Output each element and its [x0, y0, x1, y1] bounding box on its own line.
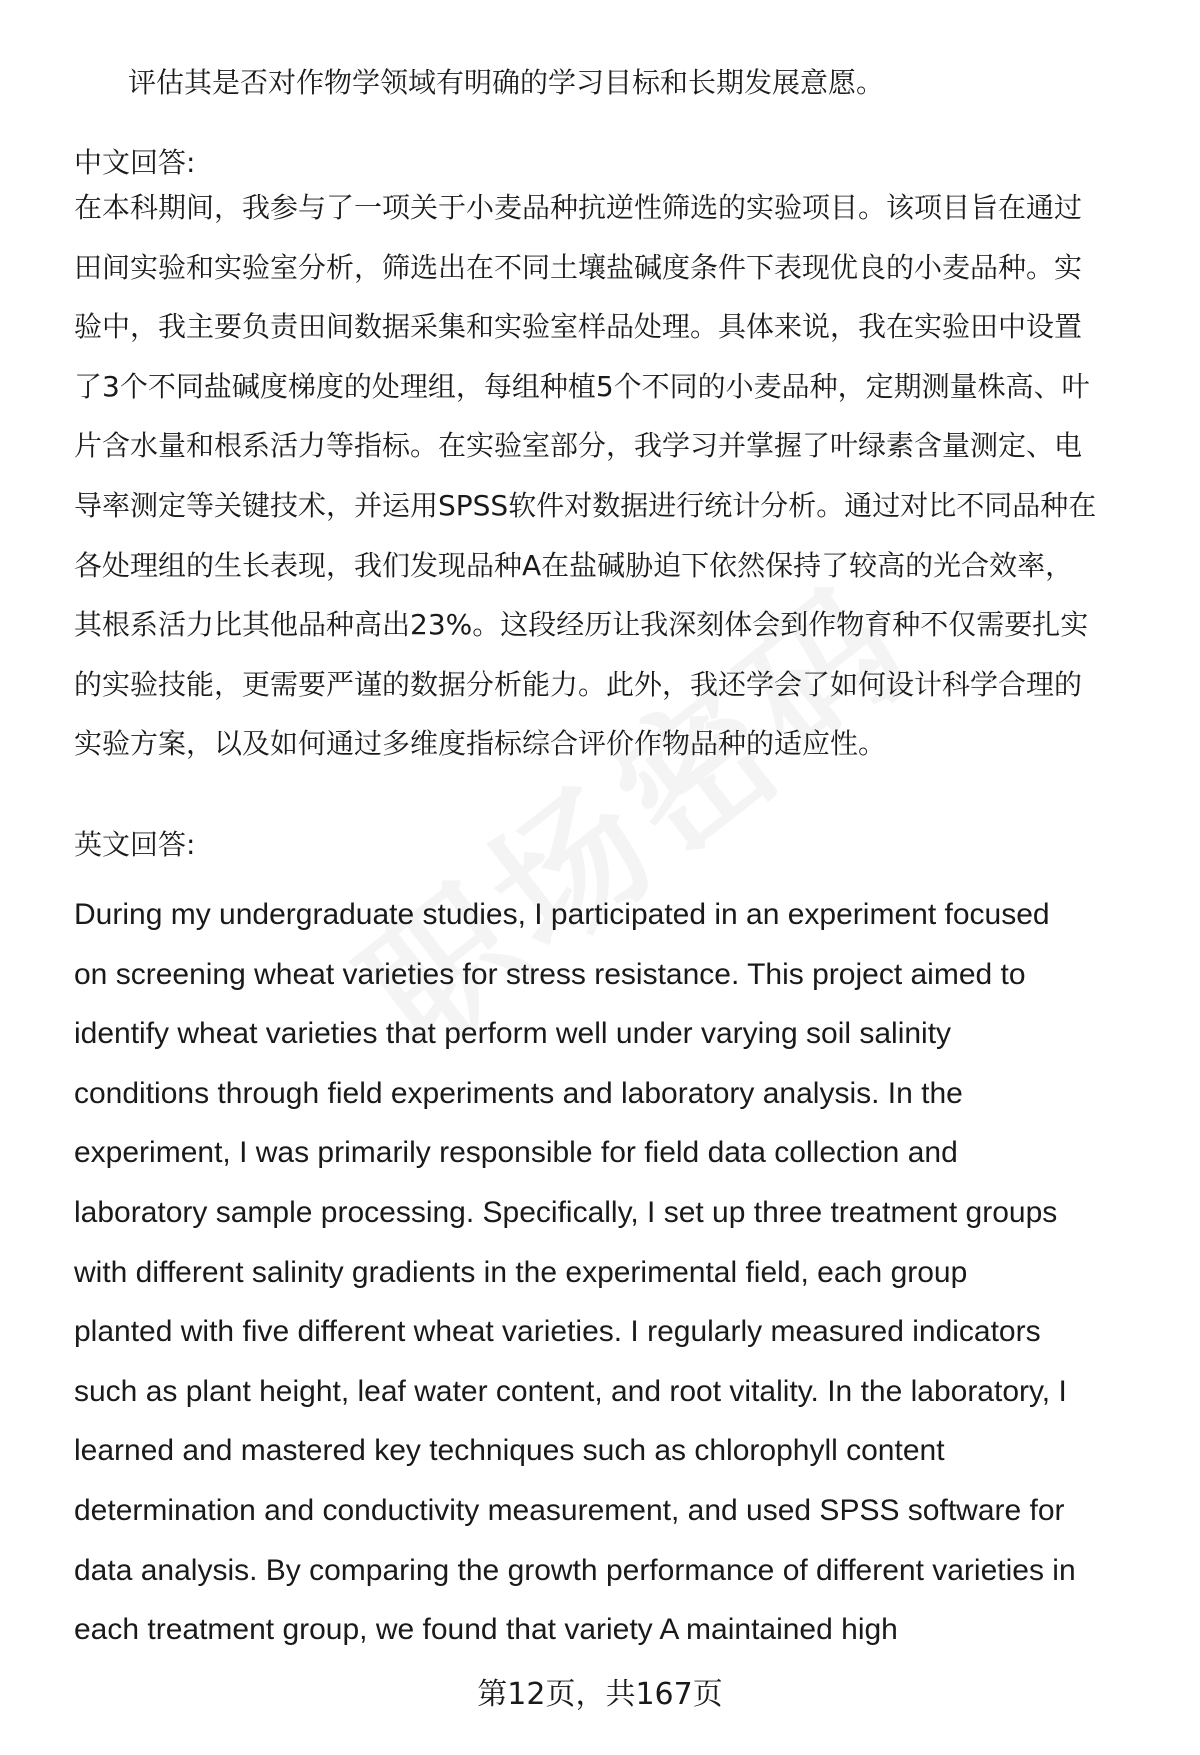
page-footer: 第12页，共167页 — [477, 1677, 723, 1712]
text-line: laboratory sample processing. Specifically, I set up three treatment groups — [74, 1195, 1058, 1229]
intro-line: 评估其是否对作物学领域有明确的学习目标和长期发展意愿。 — [128, 66, 885, 99]
text-line: with different salinity gradients in the experimental field, each group — [74, 1255, 968, 1289]
text-line: 其根系活力比其他品种高出23%。这段经历让我深刻体会到作物育种不仅需要扎实 — [74, 608, 1089, 642]
text-line: 片含水量和根系活力等指标。在实验室部分，我学习并掌握了叶绿素含量测定、电 — [74, 429, 1083, 463]
text-line: 导率测定等关键技术，并运用SPSS软件对数据进行统计分析。通过对比不同品种在 — [74, 488, 1097, 522]
text-line: 实验方案，以及如何通过多维度指标综合评价作物品种的适应性。 — [74, 727, 887, 761]
text-line: 的实验技能，更需要严谨的数据分析能力。此外，我还学会了如何设计科学合理的 — [74, 667, 1083, 701]
text-line: 各处理组的生长表现，我们发现品种A在盐碱胁迫下依然保持了较高的光合效率， — [74, 548, 1074, 582]
text-line: 田间实验和实验室分析，筛选出在不同土壤盐碱度条件下表现优良的小麦品种。实 — [74, 250, 1083, 284]
text-line: During my undergraduate studies, I participated in an experiment focused — [74, 898, 1050, 931]
chinese-answer-label: 中文回答: — [74, 146, 196, 179]
text-line: determination and conductivity measurement, and used SPSS software for — [74, 1493, 1065, 1527]
text-line: 验中，我主要负责田间数据采集和实验室样品处理。具体来说，我在实验田中设置 — [74, 310, 1083, 344]
text-line: 了3个不同盐碱度梯度的处理组，每组种植5个不同的小麦品种，定期测量株高、叶 — [74, 369, 1090, 403]
text-line: each treatment group, we found that variety A maintained high — [74, 1613, 898, 1647]
text-line: conditions through field experiments and laboratory analysis. In the — [74, 1076, 963, 1110]
text-line: identify wheat varieties that perform well under varying soil salinity — [74, 1017, 952, 1051]
text-line: data analysis. By comparing the growth performance of different varieties in — [74, 1553, 1076, 1587]
text-line: 在本科期间，我参与了一项关于小麦品种抗逆性筛选的实验项目。该项目旨在通过 — [74, 191, 1083, 224]
text-line: experiment, I was primarily responsible for field data collection and — [74, 1136, 958, 1170]
chinese-answer — [74, 178, 1158, 774]
text-line: on screening wheat varieties for stress resistance. This project aimed to — [74, 957, 1026, 991]
text-line: planted with five different wheat varieties. I regularly measured indicators — [74, 1315, 1041, 1349]
english-answer-label: 英文回答: — [74, 828, 196, 861]
text-line: learned and mastered key techniques such as chlorophyll content — [74, 1434, 945, 1468]
text-line: such as plant height, leaf water content, and root vitality. In the laboratory, I — [74, 1374, 1067, 1408]
english-answer — [74, 885, 1158, 1660]
